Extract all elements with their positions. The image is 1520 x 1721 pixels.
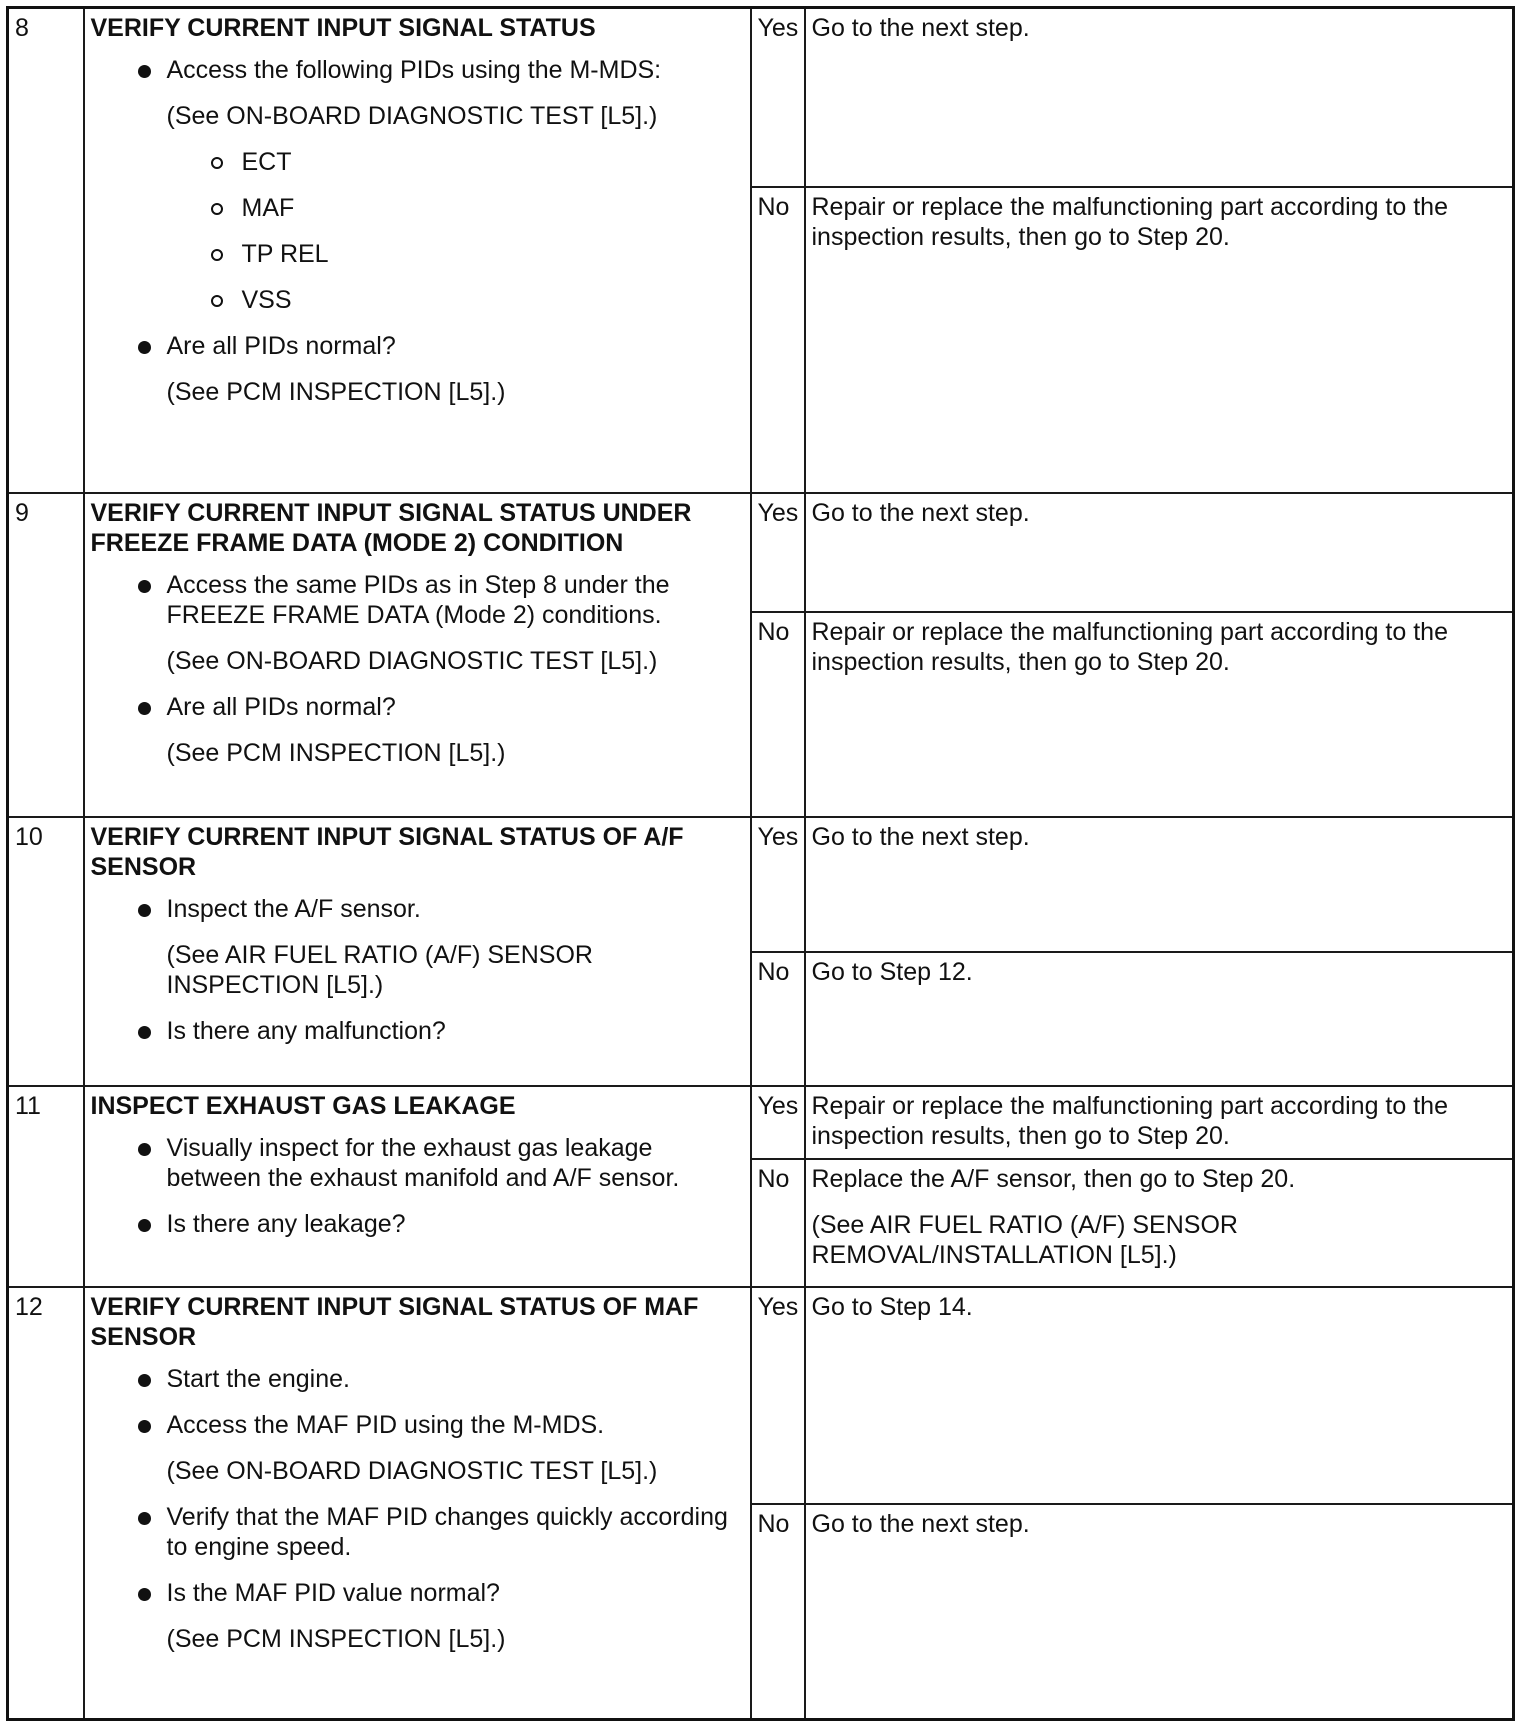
step-title: VERIFY CURRENT INPUT SIGNAL STATUS UNDER FREEZE FRAME DATA (MODE 2) CONDITION xyxy=(90,498,692,557)
step-10-yes-row xyxy=(8,817,1514,952)
reference-note: (See AIR FUEL RATIO (A/F) SENSOR INSPECTION [L5].) xyxy=(166,940,593,999)
step-11-yes-row xyxy=(8,1086,1514,1159)
yes-label: Yes xyxy=(751,493,805,612)
diagnostic-procedure-table xyxy=(6,6,1515,1721)
step-number: 12 xyxy=(8,1287,84,1720)
reference-note: (See AIR FUEL RATIO (A/F) SENSOR REMOVAL/INSTALLATION [L5].) xyxy=(811,1210,1238,1269)
yes-result: Go to the next step. xyxy=(805,493,1514,612)
bullet-item: Access the MAF PID using the M-MDS. xyxy=(91,1410,744,1440)
pid-item: MAF xyxy=(91,193,744,223)
step-title: VERIFY CURRENT INPUT SIGNAL STATUS xyxy=(90,14,596,42)
bullet-item: Visually inspect for the exhaust gas leakage between the exhaust manifold and A/F sensor. xyxy=(91,1133,744,1193)
bullet-item: Inspect the A/F sensor. xyxy=(91,894,744,924)
pid-item: ECT xyxy=(91,147,744,177)
yes-label: Yes xyxy=(751,1287,805,1504)
bullet-item: Access the following PIDs using the M-MDS: xyxy=(91,55,744,85)
no-label: No xyxy=(751,612,805,817)
yes-result: Go to the next step. xyxy=(805,8,1514,187)
pid-item: TP REL xyxy=(91,239,744,269)
no-result-text: Replace the A/F sensor, then go to Step 20. xyxy=(811,1164,1296,1193)
reference-note: (See PCM INSPECTION [L5].) xyxy=(166,378,506,406)
bullet-item: Are all PIDs normal? xyxy=(91,331,744,361)
no-result: Repair or replace the malfunctioning part according to the inspection results, then go to Step 20. xyxy=(805,187,1514,493)
yes-result: Go to Step 14. xyxy=(805,1287,1514,1504)
step-action xyxy=(84,8,751,493)
step-number: 8 xyxy=(8,8,84,493)
step-action xyxy=(84,817,751,1086)
bullet-item: Verify that the MAF PID changes quickly according to engine speed. xyxy=(91,1502,744,1562)
step-title: VERIFY CURRENT INPUT SIGNAL STATUS OF MAF SENSOR xyxy=(90,1292,699,1351)
reference-note: (See PCM INSPECTION [L5].) xyxy=(166,1624,506,1653)
reference-note: (See ON-BOARD DIAGNOSTIC TEST [L5].) xyxy=(166,1456,658,1485)
reference-note: (See ON-BOARD DIAGNOSTIC TEST [L5].) xyxy=(166,646,658,675)
yes-label: Yes xyxy=(751,8,805,187)
yes-result: Go to the next step. xyxy=(805,817,1514,952)
yes-result: Repair or replace the malfunctioning part according to the inspection results, then go to Step 20. xyxy=(805,1086,1514,1159)
step-title: VERIFY CURRENT INPUT SIGNAL STATUS OF A/F SENSOR xyxy=(90,822,684,881)
step-12-yes-row xyxy=(8,1287,1514,1504)
no-result xyxy=(805,1159,1514,1287)
step-action xyxy=(84,1287,751,1720)
step-title: INSPECT EXHAUST GAS LEAKAGE xyxy=(90,1091,516,1120)
step-number: 9 xyxy=(8,493,84,817)
no-result: Go to the next step. xyxy=(805,1504,1514,1720)
yes-label: Yes xyxy=(751,817,805,952)
no-label: No xyxy=(751,1504,805,1720)
step-number: 11 xyxy=(8,1086,84,1287)
step-action xyxy=(84,1086,751,1287)
step-8-yes-row xyxy=(8,8,1514,187)
bullet-item: Are all PIDs normal? xyxy=(91,692,744,722)
bullet-item: Is the MAF PID value normal? xyxy=(91,1578,744,1608)
step-number: 10 xyxy=(8,817,84,1086)
no-label: No xyxy=(751,1159,805,1287)
no-label: No xyxy=(751,187,805,493)
pid-item: VSS xyxy=(91,285,744,315)
no-label: No xyxy=(751,952,805,1086)
bullet-item: Is there any leakage? xyxy=(91,1209,744,1239)
bullet-item: Start the engine. xyxy=(91,1364,744,1394)
reference-note: (See PCM INSPECTION [L5].) xyxy=(166,738,506,767)
step-action xyxy=(84,493,751,817)
yes-label: Yes xyxy=(751,1086,805,1159)
bullet-item: Is there any malfunction? xyxy=(91,1016,744,1046)
bullet-item: Access the same PIDs as in Step 8 under the FREEZE FRAME DATA (Mode 2) conditions. xyxy=(91,570,744,630)
no-result: Repair or replace the malfunctioning part according to the inspection results, then go to Step 20. xyxy=(805,612,1514,817)
no-result: Go to Step 12. xyxy=(805,952,1514,1086)
reference-note: (See ON-BOARD DIAGNOSTIC TEST [L5].) xyxy=(166,102,658,130)
step-9-yes-row xyxy=(8,493,1514,612)
